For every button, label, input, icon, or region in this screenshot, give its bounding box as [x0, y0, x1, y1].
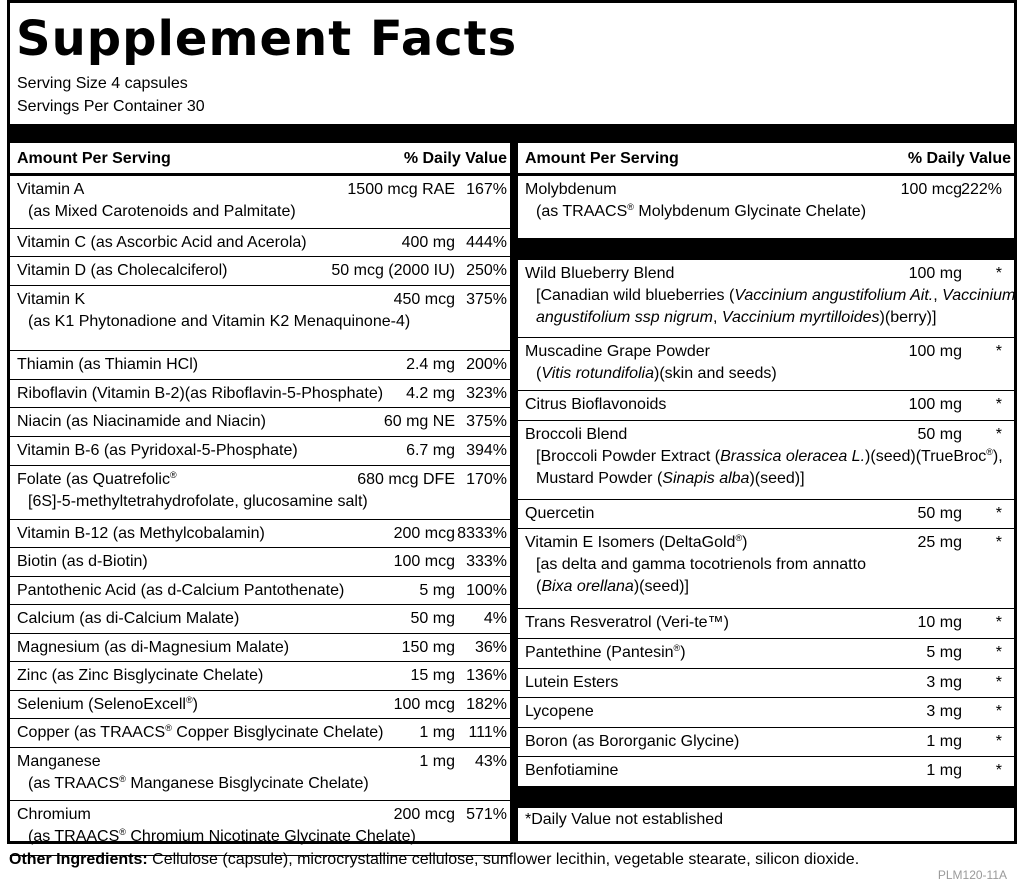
daily-value-percent: *: [995, 674, 1002, 691]
daily-value-percent: 323%: [466, 385, 507, 402]
daily-value-percent: *: [995, 396, 1002, 413]
nutrient-source: [Canadian wild blueberries (Vaccinium angustifolium Ait., Vaccinium: [536, 287, 1016, 304]
nutrient-source-continued: Mustard Powder (Sinapis alba)(seed)]: [536, 470, 805, 487]
amount-per-serving-heading: Amount Per Serving: [525, 150, 679, 167]
daily-value-percent: 100%: [466, 582, 507, 599]
nutrient-name: Broccoli Blend: [525, 426, 628, 443]
daily-value-percent: 571%: [466, 806, 507, 823]
servings-per-container: Servings Per Container 30: [17, 98, 205, 115]
daily-value-percent: *: [995, 426, 1002, 443]
daily-value-percent: *: [995, 265, 1002, 282]
nutrient-row: [10, 257, 510, 286]
nutrient-name: Vitamin B-12 (as Methylcobalamin): [17, 525, 265, 542]
nutrient-name: Benfotiamine: [525, 762, 619, 779]
nutrient-amount: 3 mg: [926, 674, 962, 691]
nutrient-name: Vitamin D (as Cholecalciferol): [17, 262, 228, 279]
nutrient-source: (as TRAACS® Chromium Nicotinate Glycinate Chelate): [28, 827, 416, 845]
nutrient-amount: 680 mcg DFE: [357, 471, 455, 488]
nutrient-amount: 2.4 mg: [406, 356, 455, 373]
nutrient-row: [10, 691, 510, 719]
daily-value-percent: 167%: [466, 181, 507, 198]
nutrient-name: Biotin (as d-Biotin): [17, 553, 148, 570]
nutrient-amount: 1 mg: [926, 733, 962, 750]
nutrient-source-continued: angustifolium ssp nigrum, Vaccinium myrtilloides)(berry)]: [536, 309, 937, 326]
nutrient-amount: 100 mcg: [393, 553, 455, 570]
nutrient-row: [10, 634, 510, 662]
nutrient-row: [518, 757, 1014, 787]
daily-value-percent: 36%: [474, 639, 507, 656]
daily-value-percent: 182%: [466, 696, 507, 713]
daily-value-percent: *: [995, 505, 1002, 522]
nutrient-amount: 25 mg: [917, 534, 962, 551]
nutrient-amount: 100 mcg: [393, 696, 455, 713]
supplement-facts-panel: [7, 0, 1017, 844]
nutrient-amount: 5 mg: [419, 582, 455, 599]
other-ingredients-text: Cellulose (capsule), microcrystalline cellulose, sunflower lecithin, vegetable stearate, silicon dioxide.: [147, 851, 860, 868]
nutrient-amount: 1500 mcg RAE: [347, 181, 455, 198]
nutrient-source: (as K1 Phytonadione and Vitamin K2 Menaquinone-4): [28, 313, 411, 330]
daily-value-percent: 333%: [466, 553, 507, 570]
nutrient-amount: 6.7 mg: [406, 442, 455, 459]
daily-value-percent: *: [995, 343, 1002, 360]
footnote-separator-bar: [518, 787, 1014, 808]
right-separator-bar: [518, 239, 1014, 260]
nutrient-row: [518, 609, 1014, 639]
daily-value-percent: 250%: [466, 262, 507, 279]
daily-value-percent: 170%: [466, 471, 507, 488]
nutrient-row: [518, 260, 1014, 338]
nutrient-source: (as TRAACS® Molybdenum Glycinate Chelate): [536, 202, 867, 220]
nutrient-name: Copper (as TRAACS® Copper Bisglycinate Chelate): [17, 723, 384, 741]
nutrient-amount: 100 mg: [908, 343, 962, 360]
nutrient-row: [518, 500, 1014, 529]
panel-title: Supplement Facts: [16, 11, 518, 67]
nutrient-row: [10, 748, 510, 801]
nutrient-amount: 4.2 mg: [406, 385, 455, 402]
daily-value-percent: *: [995, 644, 1002, 661]
nutrient-name: Riboflavin (Vitamin B-2)(as Riboflavin-5-Phosphate): [17, 385, 384, 402]
nutrient-name: Muscadine Grape Powder: [525, 343, 710, 360]
nutrient-amount: 200 mcg: [393, 806, 455, 823]
column-divider: [510, 143, 518, 841]
nutrient-row: [10, 605, 510, 634]
daily-value-percent: 375%: [466, 291, 507, 308]
nutrient-row: [10, 229, 510, 257]
nutrient-row: [10, 380, 510, 408]
nutrient-amount: 3 mg: [926, 703, 962, 720]
nutrient-amount: 50 mg: [917, 505, 962, 522]
nutrient-amount: 1 mg: [419, 753, 455, 770]
right-column-header: [518, 143, 1014, 176]
nutrient-name: Selenium (SelenoExcell®): [17, 695, 198, 713]
nutrient-row: [10, 719, 510, 748]
daily-value-percent: 136%: [466, 667, 507, 684]
nutrient-name: Quercetin: [525, 505, 595, 522]
nutrient-name: Manganese: [17, 753, 101, 770]
nutrient-amount: 100 mg: [908, 396, 962, 413]
nutrient-amount: 10 mg: [917, 614, 962, 631]
nutrient-name: Vitamin K: [17, 291, 86, 308]
nutrient-name: Chromium: [17, 806, 91, 823]
daily-value-percent: 375%: [466, 413, 507, 430]
nutrient-amount: 1 mg: [419, 724, 455, 741]
nutrient-row: [518, 698, 1014, 728]
nutrient-amount: 50 mg: [917, 426, 962, 443]
other-ingredients-label: Other Ingredients:: [9, 851, 148, 868]
nutrient-amount: 400 mg: [401, 234, 455, 251]
daily-value-heading: % Daily Value: [907, 150, 1011, 167]
nutrient-amount: 200 mcg: [393, 525, 455, 542]
nutrient-name: Wild Blueberry Blend: [525, 265, 675, 282]
nutrient-row: [518, 391, 1014, 421]
nutrient-name: Magnesium (as di-Magnesium Malate): [17, 639, 290, 656]
daily-value-percent: 394%: [466, 442, 507, 459]
nutrient-amount: 150 mg: [401, 639, 455, 656]
nutrient-amount: 1 mg: [926, 762, 962, 779]
nutrient-amount: 5 mg: [926, 644, 962, 661]
daily-value-percent: 444%: [466, 234, 507, 251]
nutrient-name: Pantothenic Acid (as d-Calcium Pantothenate): [17, 582, 345, 599]
nutrient-name: Citrus Bioflavonoids: [525, 396, 667, 413]
other-ingredients: [9, 851, 859, 869]
left-nutrient-column: [10, 143, 510, 845]
nutrient-row: [518, 421, 1014, 500]
nutrient-name: Thiamin (as Thiamin HCl): [17, 356, 199, 373]
nutrient-row: [10, 408, 510, 437]
nutrient-name: Lutein Esters: [525, 674, 619, 691]
nutrient-name: Folate (as Quatrefolic®: [17, 470, 177, 488]
daily-value-percent: 4%: [483, 610, 507, 627]
nutrient-row: [10, 176, 510, 229]
nutrient-row: [10, 437, 510, 466]
nutrient-amount: 100 mg: [908, 265, 962, 282]
nutrient-name: Pantethine (Pantesin®): [525, 643, 686, 661]
nutrient-source: [Broccoli Powder Extract (Brassica oleracea L.)(seed)(TrueBroc®),: [536, 447, 1003, 465]
nutrient-name: Calcium (as di-Calcium Malate): [17, 610, 240, 627]
nutrient-row: [518, 669, 1014, 698]
nutrient-name: Molybdenum: [525, 181, 617, 198]
nutrient-row: [518, 529, 1014, 609]
nutrient-name: Vitamin C (as Ascorbic Acid and Acerola): [17, 234, 307, 251]
nutrient-source: (Vitis rotundifolia)(skin and seeds): [536, 365, 777, 382]
daily-value-percent: *: [995, 733, 1002, 750]
nutrient-row: [10, 577, 510, 605]
left-column-header: [10, 143, 510, 176]
nutrient-source: [as delta and gamma tocotrienols from annatto: [536, 556, 866, 573]
nutrient-source: [6S]-5-methyltetrahydrofolate, glucosamine salt): [28, 493, 368, 510]
nutrient-row: [10, 286, 510, 351]
nutrient-row: [10, 662, 510, 691]
daily-value-percent: *: [995, 614, 1002, 631]
nutrient-amount: 50 mg: [410, 610, 455, 627]
nutrient-name: Vitamin A: [17, 181, 85, 198]
product-code: PLM120-11A: [937, 868, 1007, 882]
nutrient-row: [518, 176, 1014, 239]
nutrient-name: Lycopene: [525, 703, 594, 720]
right-nutrient-column: [518, 143, 1014, 841]
amount-per-serving-heading: Amount Per Serving: [17, 150, 171, 167]
daily-value-percent: 111%: [468, 724, 507, 741]
nutrient-row: [518, 639, 1014, 669]
nutrient-name: Vitamin E Isomers (DeltaGold®): [525, 533, 748, 551]
daily-value-heading: % Daily Value: [403, 150, 507, 167]
nutrient-row: [10, 466, 510, 520]
nutrient-name: Niacin (as Niacinamide and Niacin): [17, 413, 266, 430]
nutrient-row: [10, 520, 510, 548]
daily-value-percent: *: [995, 762, 1002, 779]
daily-value-percent: 8333%: [457, 525, 507, 542]
nutrient-name: Vitamin B-6 (as Pyridoxal-5-Phosphate): [17, 442, 298, 459]
daily-value-percent: *: [995, 703, 1002, 720]
nutrient-source-continued: (Bixa orellana)(seed)]: [536, 578, 689, 595]
nutrient-source: (as TRAACS® Manganese Bisglycinate Chelate): [28, 774, 369, 792]
nutrient-amount: 450 mcg: [393, 291, 455, 308]
nutrient-amount: 60 mg NE: [383, 413, 455, 430]
nutrient-amount: 15 mg: [410, 667, 455, 684]
nutrient-row: [10, 548, 510, 577]
nutrient-name: Zinc (as Zinc Bisglycinate Chelate): [17, 667, 264, 684]
serving-size: Serving Size 4 capsules: [17, 75, 188, 92]
nutrient-row: [10, 801, 510, 856]
daily-value-percent: 200%: [466, 356, 507, 373]
nutrient-row: [10, 351, 510, 380]
daily-value-percent: 43%: [474, 753, 507, 770]
nutrient-amount: 50 mcg (2000 IU): [331, 262, 455, 279]
daily-value-percent: 222%: [961, 181, 1002, 198]
daily-value-percent: *: [995, 534, 1002, 551]
nutrient-row: [518, 338, 1014, 391]
daily-value-footnote: *Daily Value not established: [525, 811, 724, 828]
nutrient-name: Trans Resveratrol (Veri-te™): [525, 614, 729, 631]
nutrient-source: (as Mixed Carotenoids and Palmitate): [28, 203, 296, 220]
nutrient-amount: 100 mcg: [900, 181, 962, 198]
thick-separator-bar: [10, 124, 1014, 143]
nutrient-row: [518, 728, 1014, 757]
nutrient-name: Boron (as Bororganic Glycine): [525, 733, 740, 750]
